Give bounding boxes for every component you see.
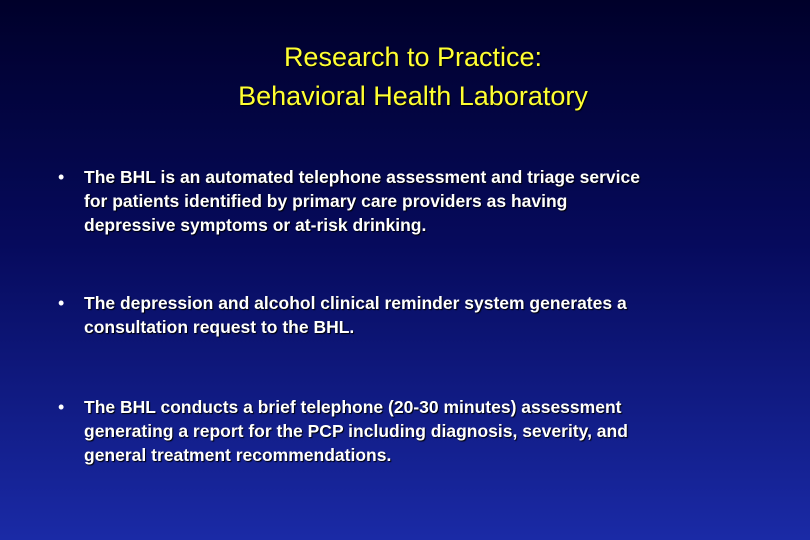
bullet-text: [84, 395, 774, 467]
bullet-line: depressive symptoms or at-risk drinking.: [84, 215, 427, 235]
bullet-line: The depression and alcohol clinical reminder system generates a: [84, 293, 627, 313]
bullet-icon: •: [58, 293, 65, 313]
bullet-icon: •: [58, 397, 65, 417]
title-line-2: Behavioral Health Laboratory: [238, 81, 588, 111]
bullet-line: for patients identified by primary care providers as having: [84, 191, 568, 211]
bullet-text: [84, 165, 774, 237]
bullet-line: generating a report for the PCP including diagnosis, severity, and: [84, 421, 628, 441]
bullet-line: general treatment recommendations.: [84, 445, 392, 465]
bullet-line: The BHL conducts a brief telephone (20-30 minutes) assessment: [84, 397, 622, 417]
bullet-line: The BHL is an automated telephone assessment and triage service: [84, 167, 640, 187]
bullet-text: [84, 291, 774, 339]
bullet-line: consultation request to the BHL.: [84, 317, 355, 337]
bullet-icon: •: [58, 167, 65, 187]
title-line-1: Research to Practice:: [283, 42, 543, 72]
slide-title: [0, 38, 810, 116]
